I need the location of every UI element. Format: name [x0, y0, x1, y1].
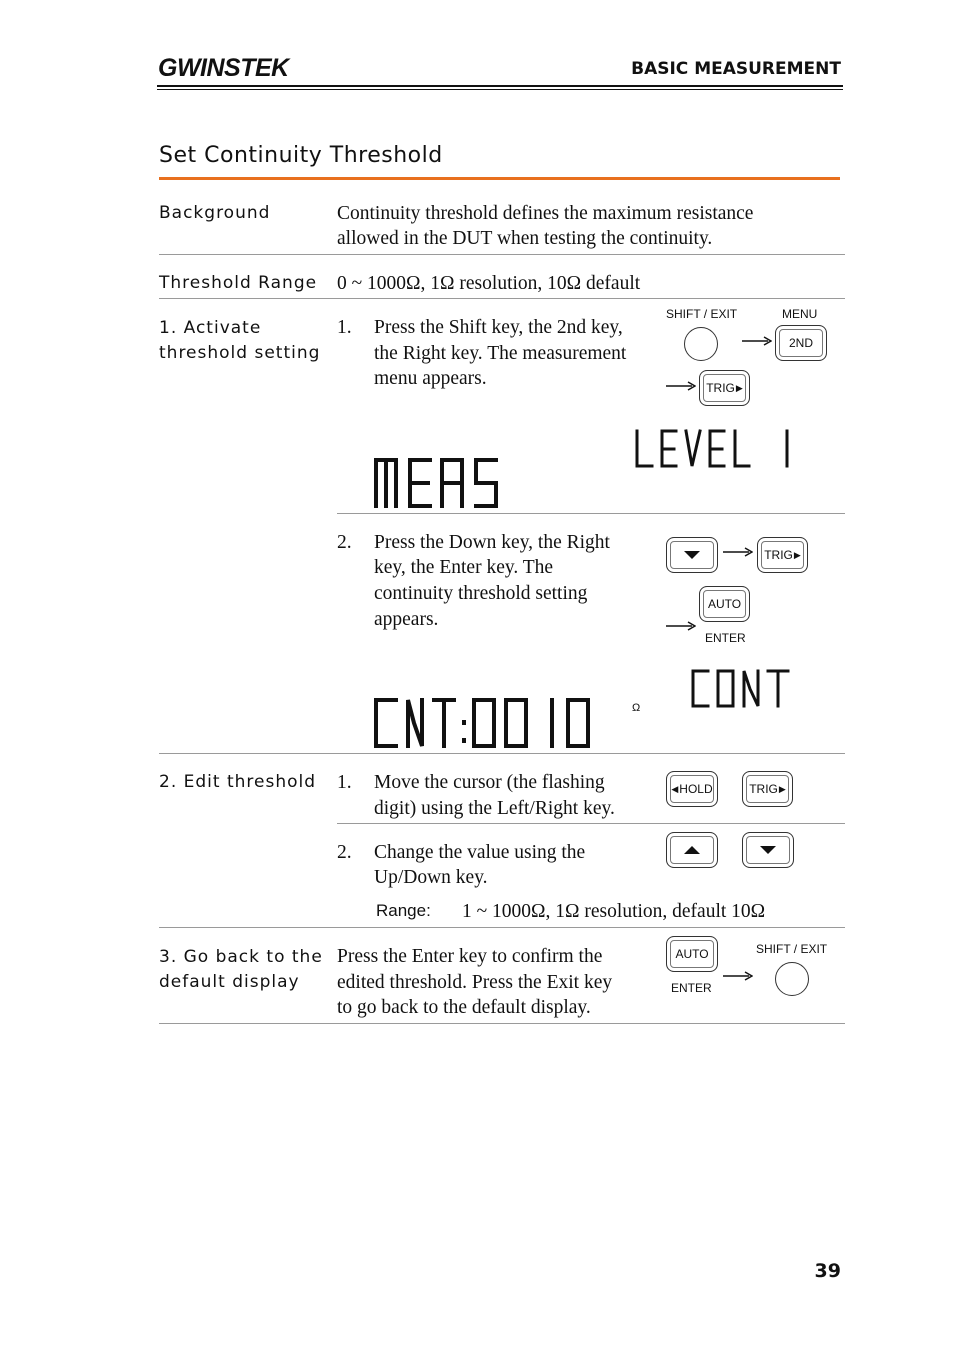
page-number: 39: [814, 1260, 841, 1282]
edit-step2-line1: Change the value using the: [374, 842, 586, 863]
range-text: 1 ~ 1000Ω, 1Ω resolution, default 10Ω: [462, 901, 766, 922]
activate-label-line1: 1. Activate: [159, 318, 262, 338]
right-arrow-icon: ▶: [778, 783, 786, 794]
row-divider: [159, 298, 845, 299]
goback-text-line2: edited threshold. Press the Exit key: [337, 972, 613, 993]
row-divider: [159, 254, 845, 255]
shift-exit-key-label: SHIFT / EXIT: [666, 307, 738, 321]
goback-label-line1: 3. Go back to the: [159, 947, 323, 967]
trig-right-key[interactable]: [699, 370, 750, 406]
trig-key-label: TRIG: [764, 548, 793, 562]
background-text-line1: Continuity threshold defines the maximum resistance: [337, 203, 754, 224]
step-number: 1.: [337, 772, 352, 793]
gwinstek-logo: GWINSTEK: [158, 54, 289, 82]
goback-label-line2: default display: [159, 972, 300, 992]
up-key[interactable]: [666, 832, 718, 868]
trig-key-label: TRIG: [706, 381, 735, 395]
activate-step2-line1: Press the Down key, the Right: [374, 532, 610, 553]
shift-exit-key[interactable]: [775, 962, 809, 996]
menu-key-label: MENU: [782, 307, 818, 321]
step-divider: [337, 513, 845, 514]
left-arrow-icon: ◀: [671, 783, 679, 794]
activate-label-line2: threshold setting: [159, 343, 321, 363]
header-rule-thin: [157, 89, 843, 90]
threshold-range-label: Threshold Range: [159, 273, 318, 293]
edit-step1-line1: Move the cursor (the flashing: [374, 772, 605, 793]
activate-step2-line4: appears.: [374, 609, 439, 630]
goback-text-line1: Press the Enter key to confirm the: [337, 946, 603, 967]
hold-left-key[interactable]: [666, 771, 718, 807]
chapter-title: BASIC MEASUREMENT: [631, 59, 841, 79]
shift-exit-key-label: SHIFT / EXIT: [756, 942, 828, 956]
row-divider: [159, 753, 845, 754]
up-triangle-icon: [682, 845, 702, 855]
auto-enter-key[interactable]: [666, 936, 718, 972]
lcd-sub-display: [690, 668, 794, 710]
arrow-right-icon: [723, 970, 753, 982]
section-title: Set Continuity Threshold: [159, 143, 443, 168]
hold-key-label: HOLD: [679, 782, 713, 796]
right-arrow-icon: ▶: [793, 549, 801, 560]
lcd-main-display: [372, 456, 502, 510]
header-rule: [157, 85, 843, 87]
step-number: 1.: [337, 317, 352, 338]
row-divider: [159, 927, 845, 928]
step-divider: [337, 823, 845, 824]
down-triangle-icon: [682, 550, 702, 560]
title-underline: [159, 177, 840, 180]
down-key[interactable]: [666, 537, 718, 573]
step-number: 2.: [337, 532, 352, 553]
activate-step1-line1: Press the Shift key, the 2nd key,: [374, 317, 623, 338]
threshold-range-text: 0 ~ 1000Ω, 1Ω resolution, 10Ω default: [337, 273, 641, 294]
background-text-line2: allowed in the DUT when testing the continuity.: [337, 228, 713, 249]
second-key-label: 2ND: [788, 336, 813, 350]
activate-step2-line2: key, the Enter key. The: [374, 557, 554, 578]
arrow-right-icon: [666, 380, 696, 392]
range-label: Range:: [376, 901, 431, 920]
lcd-main-display: [372, 696, 602, 750]
trig-right-key[interactable]: [742, 771, 793, 807]
lcd-sub-display: [634, 428, 794, 470]
edit-step1-line2: digit) using the Left/Right key.: [374, 798, 615, 819]
arrow-right-icon: [723, 546, 753, 558]
goback-text-line3: to go back to the default display.: [337, 997, 591, 1018]
background-label: Background: [159, 203, 271, 223]
auto-key-label: AUTO: [707, 597, 742, 611]
auto-enter-key[interactable]: [699, 586, 750, 622]
second-key[interactable]: [775, 325, 827, 361]
right-arrow-icon: ▶: [735, 382, 743, 393]
enter-key-label: ENTER: [705, 631, 746, 645]
step-number: 2.: [337, 842, 352, 863]
activate-step1-line2: the Right key. The measurement: [374, 343, 627, 364]
arrow-right-icon: [666, 620, 696, 632]
edit-step2-line2: Up/Down key.: [374, 867, 488, 888]
enter-key-label: ENTER: [671, 981, 712, 995]
row-divider: [159, 1023, 845, 1024]
shift-exit-key[interactable]: [684, 327, 718, 361]
arrow-right-icon: [742, 335, 772, 347]
lcd-unit-ohm: Ω: [632, 702, 641, 714]
down-triangle-icon: [758, 845, 778, 855]
trig-right-key[interactable]: [757, 537, 808, 573]
activate-step1-line3: menu appears.: [374, 368, 487, 389]
auto-key-label: AUTO: [675, 947, 709, 961]
activate-step2-line3: continuity threshold setting: [374, 583, 588, 604]
edit-threshold-label: 2. Edit threshold: [159, 772, 317, 792]
trig-key-label: TRIG: [749, 782, 778, 796]
down-key[interactable]: [742, 832, 794, 868]
